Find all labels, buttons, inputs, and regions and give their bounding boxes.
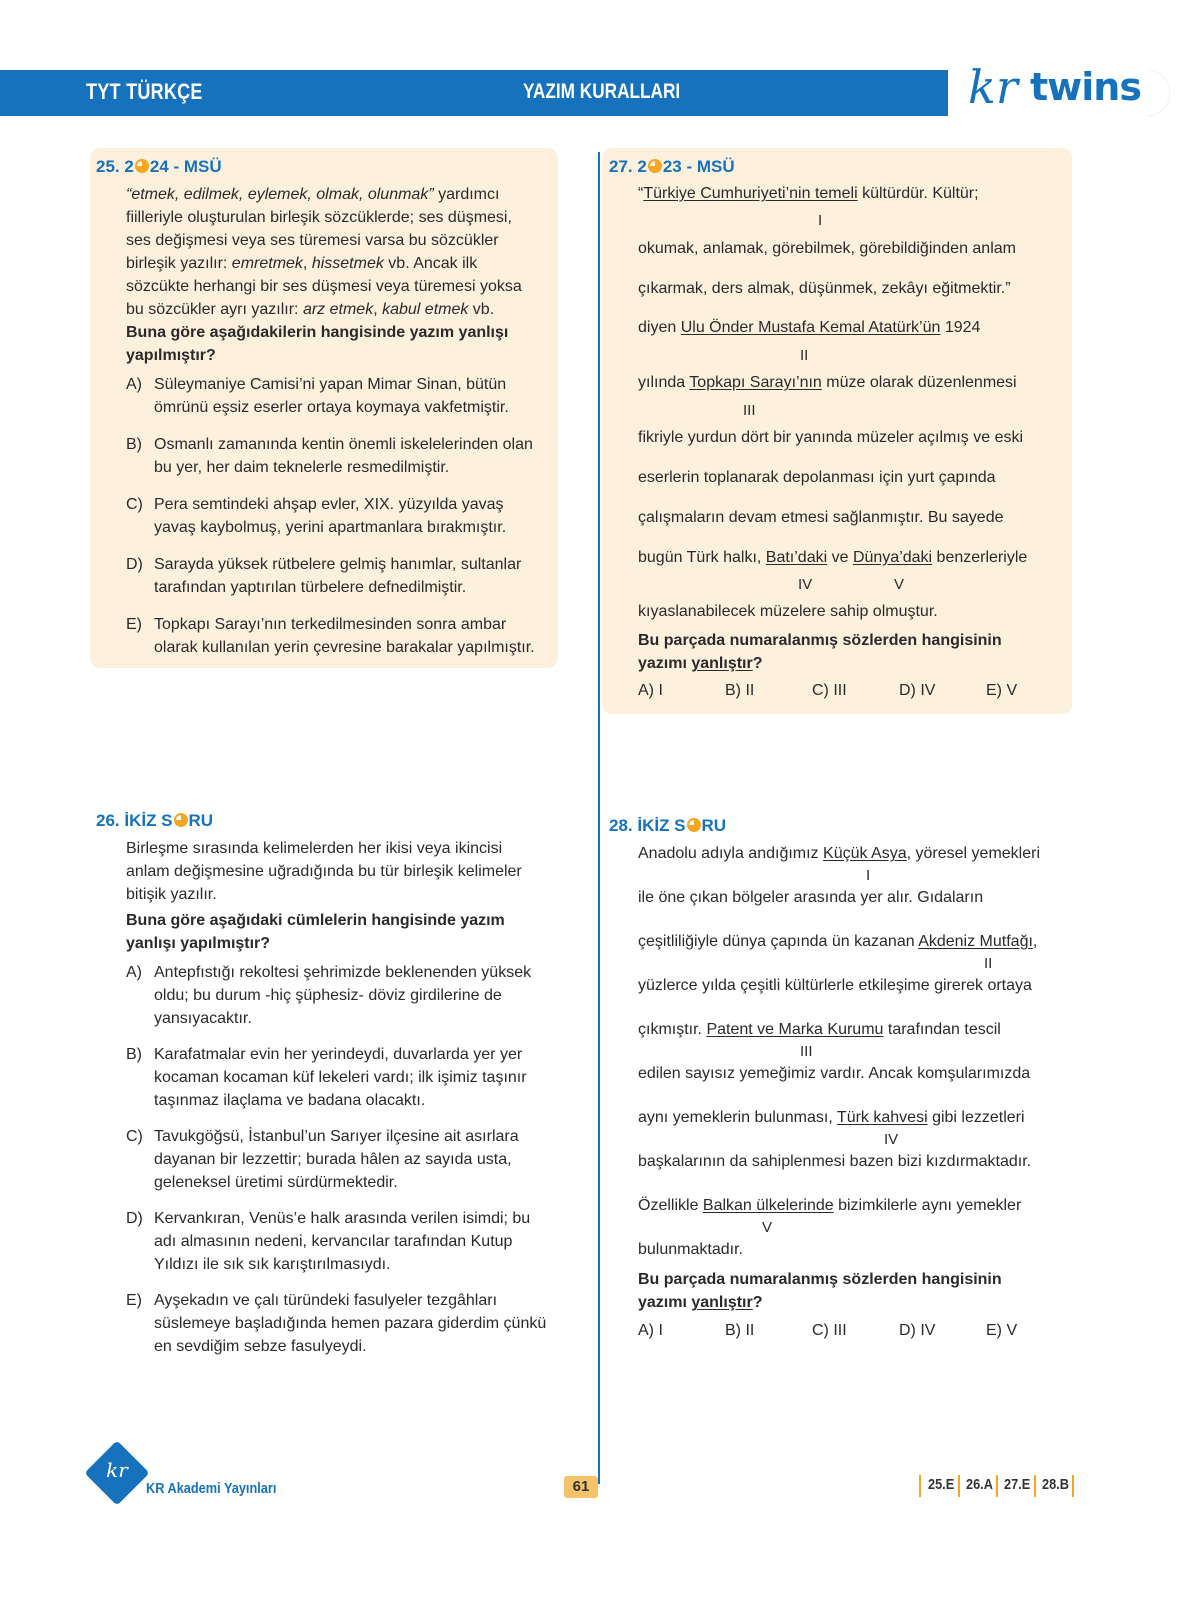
question-28-choice-d[interactable]: D) IV: [899, 1322, 936, 1339]
question-27-choice-e[interactable]: E) V: [986, 682, 1018, 699]
header-topic: YAZIM KURALLARI: [523, 80, 681, 103]
question-28-choice-b[interactable]: B) II: [725, 1322, 755, 1339]
passage-27-line-4: diyen Ulu Önder Mustafa Kemal Atatürk’ün 1924: [638, 319, 981, 336]
passage-27-line-8: çalışmaların devam etmesi sağlanmıştır. Bu sayede: [638, 509, 1004, 526]
question-28-prompt: Bu parçada numaralanmış sözlerden hangisinin yazımı yanlıştır?: [638, 1271, 1002, 1311]
question-26-option-b[interactable]: B) Karafatmalar evin her yerindeydi, duvarlarda yer yer kocaman kocaman küf lekeleri vardı; ilk işimiz taşınır taşınmaz ilaçlama ve badana olacaktı.: [126, 1046, 527, 1109]
passage-27-line-2: okumak, anlamak, görebilmek, görebildiğinden anlam: [638, 240, 1016, 257]
question-25-number: 25. 2 24 - MSÜ: [96, 157, 222, 176]
passage-28-marker-4: IV: [884, 1131, 899, 1148]
question-28-choice-e[interactable]: E) V: [986, 1322, 1018, 1339]
passage-28-marker-3: III: [800, 1043, 813, 1060]
question-27-choice-b[interactable]: B) II: [725, 682, 755, 699]
passage-28-line-10: bulunmaktadır.: [638, 1241, 743, 1258]
passage-27-marker-5: V: [894, 576, 905, 593]
question-27-prompt: Bu parçada numaralanmış sözlerden hangisinin yazımı yanlıştır?: [638, 632, 1002, 672]
publisher-name: KR Akademi Yayınları: [146, 1480, 277, 1497]
question-26-intro: Birleşme sırasında kelimelerden her ikisi veya ikincisi anlam değişmesine uğradığında bu tür birleşik kelimeler bitişik yazılır.: [126, 840, 522, 903]
passage-28-line-2: ile öne çıkan bölgeler arasında yer alır. Gıdaların: [638, 889, 984, 906]
question-25-option-c[interactable]: C) Pera semtindeki ahşap evler, XIX. yüzyılda yavaş yavaş kaybolmuş, yerini apartmanlara bırakmıştır.: [126, 496, 507, 536]
answer-key-27: 27.E: [1004, 1476, 1031, 1493]
question-26-prompt: Buna göre aşağıdaki cümlelerin hangisinde yazım yanlışı yapılmıştır?: [126, 912, 505, 952]
question-27-choice-d[interactable]: D) IV: [899, 682, 936, 699]
passage-27-line-3: çıkarmak, ders almak, düşünmek, zekâyı eğitmektir.”: [638, 280, 1011, 297]
pie-zero-icon: [135, 159, 149, 173]
passage-27-marker-3: III: [743, 402, 756, 419]
question-28-number: 28. İKİZ S RU: [609, 816, 727, 835]
passage-28-line-9: Özellikle Balkan ülkelerinde bizimkilerle aynı yemekler: [638, 1197, 1022, 1214]
passage-27-line-10: kıyaslanabilecek müzelere sahip olmuştur.: [638, 603, 938, 620]
question-27-choices: [638, 682, 1058, 704]
passage-27-line-5: yılında Topkapı Sarayı’nın müze olarak düzenlenmesi: [638, 374, 1017, 391]
pie-zero-icon: [648, 159, 662, 173]
question-26-number: 26. İKİZ S RU: [96, 811, 214, 830]
passage-28-line-7: aynı yemeklerin bulunması, Türk kahvesi gibi lezzetleri: [638, 1109, 1025, 1126]
brand-logo-twins: twins: [1030, 65, 1141, 109]
header-subject: TYT TÜRKÇE: [86, 79, 203, 104]
answer-key-26: 26.A: [966, 1476, 993, 1493]
question-26-option-d[interactable]: D) Kervankıran, Venüs’e halk arasında verilen isimdi; bu adı almasının nedeni, kervancılar tarafından Kutup Yıldızı ile sık sık karıştırılmasıydı.: [126, 1210, 531, 1273]
question-25-option-a[interactable]: A) Süleymaniye Camisi’ni yapan Mimar Sinan, bütün ömrünü eşsiz eserler ortaya koymaya vakfetmiştir.: [126, 376, 509, 416]
answer-key-28: 28.B: [1042, 1476, 1069, 1493]
passage-28-line-8: başkalarının da sahiplenmesi bazen bizi kızdırmaktadır.: [638, 1153, 1032, 1170]
question-26-option-c[interactable]: C) Tavukgöğsü, İstanbul’un Sarıyer ilçesine ait asırlara dayanan bir lezzettir; burada hâlen az sayıda usta, geleneksel üretimi sürdürmektedir.: [126, 1128, 519, 1191]
passage-27-marker-1: I: [818, 212, 823, 229]
column-divider: [598, 152, 600, 1484]
question-28-choice-a[interactable]: A) I: [638, 1322, 663, 1339]
question-25-option-b[interactable]: B) Osmanlı zamanında kentin önemli iskelelerinden olan bu yer, her daim teknelerle resmedilmiştir.: [126, 436, 533, 476]
question-27-number: 27. 2 23 - MSÜ: [609, 157, 735, 176]
passage-28-line-4: yüzlerce yılda çeşitli kültürlerle etkileşime girerek ortaya: [638, 977, 1032, 994]
question-26-option-a[interactable]: A) Antepfıstığı rekoltesi şehrimizde beklenenden yüksek oldu; bu durum -hiç şüphesiz- döviz girdilerine de yansıyacaktır.: [126, 964, 532, 1027]
passage-27-line-7: eserlerin toplanarak depolanması için yurt çapında: [638, 469, 996, 486]
question-25-option-d[interactable]: D) Sarayda yüksek rütbelere gelmiş hanımlar, sultanlar tarafından yaptırılan türbelere defnedilmiştir.: [126, 556, 522, 596]
passage-28-line-3: çeşitliliğiyle dünya çapında ün kazanan Akdeniz Mutfağı,: [638, 933, 1038, 950]
page-number: 61: [564, 1476, 598, 1498]
passage-28-marker-2: II: [984, 955, 993, 972]
passage-27-marker-4: IV: [798, 576, 813, 593]
question-25-prompt: Buna göre aşağıdakilerin hangisinde yazım yanlışı yapılmıştır?: [126, 324, 509, 364]
passage-27-line-6: fikriyle yurdun dört bir yanında müzeler açılmış ve eski: [638, 429, 1024, 446]
passage-28-line-5: çıkmıştır. Patent ve Marka Kurumu tarafından tescil: [638, 1021, 1001, 1038]
question-25-intro: “etmek, edilmek, eylemek, olmak, olunmak” yardımcı fiilleriyle oluşturulan birleşik sözcüklerde; ses düşmesi, ses değişmesi veya ses türemesi varsa bu sözcükler birleşik yazılır: emretmek, hissetmek vb. Ancak ilk sözcükte herhangi bir ses düşmesi veya türemesi yoksa bu sözcükler ayrı yazılır: arz etmek, kabul etmek vb.: [126, 186, 522, 318]
passage-28-line-6: edilen sayısız yemeğimiz vardır. Ancak komşularımızda: [638, 1065, 1031, 1082]
question-26-option-e[interactable]: E) Ayşekadın ve çalı türündeki fasulyeler tezgâhları süslemeye başladığında hemen pazara giderdim çünkü en sevdiğim sebze fasulyeydi.: [126, 1292, 547, 1355]
answer-separator: [1034, 1475, 1036, 1497]
passage-27-marker-2: II: [800, 347, 809, 364]
passage-28-marker-1: I: [866, 867, 871, 884]
answer-separator: [919, 1475, 921, 1497]
passage-28-marker-5: V: [762, 1219, 773, 1236]
answer-separator: [996, 1475, 998, 1497]
answer-separator: [1072, 1475, 1074, 1497]
passage-28-line-1: Anadolu adıyla andığımız Küçük Asya, yöresel yemekleri: [638, 845, 1040, 862]
publisher-logo-text: kr: [106, 1458, 128, 1482]
pie-o-icon: [687, 818, 701, 832]
question-27-choice-c[interactable]: C) III: [812, 682, 847, 699]
question-28-choices: [638, 1322, 1058, 1344]
question-28-choice-c[interactable]: C) III: [812, 1322, 847, 1339]
question-27-choice-a[interactable]: A) I: [638, 682, 663, 699]
passage-27-line-1: “Türkiye Cumhuriyeti’nin temeli kültürdür. Kültür;: [638, 185, 979, 202]
pie-o-icon: [174, 813, 188, 827]
passage-27-line-9: bugün Türk halkı, Batı’daki ve Dünya’daki benzerleriyle: [638, 549, 1028, 566]
brand-logo-kr: kr: [968, 60, 1018, 114]
question-25-option-e[interactable]: E) Topkapı Sarayı’nın terkedilmesinden sonra ambar olarak kullanılan yerin çevresine barakalar yapılmıştır.: [126, 616, 535, 656]
answer-key-25: 25.E: [928, 1476, 955, 1493]
answer-separator: [958, 1475, 960, 1497]
